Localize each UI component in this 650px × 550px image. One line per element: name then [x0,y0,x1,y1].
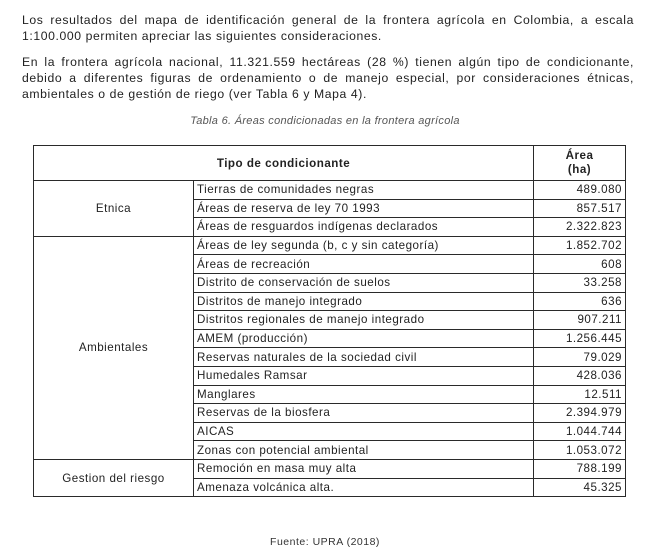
row-value: 2.394.979 [534,404,626,423]
table-row [34,459,626,478]
row-value: 636 [534,292,626,311]
row-label: Tierras de comunidades negras [194,181,534,200]
row-value: 79.029 [534,348,626,367]
table-row [34,236,626,255]
row-value: 857.517 [534,199,626,218]
row-value: 907.211 [534,311,626,330]
intro-paragraph: Los resultados del mapa de identificación general de la frontera agrícola en Colombia, a escala 1:100.000 permiten apreciar las siguientes consideraciones. [22,13,634,43]
row-label: AICAS [194,422,534,441]
row-value: 1.053.072 [534,441,626,460]
row-label: Áreas de ley segunda (b, c y sin categoría) [194,236,534,255]
group-label: Ambientales [34,236,194,459]
row-value: 428.036 [534,366,626,385]
group-label: Gestion del riesgo [34,459,194,496]
header-area-unit: (ha) [567,163,592,176]
table-body [34,181,626,497]
row-value: 1.256.445 [534,329,626,348]
row-label: Áreas de reserva de ley 70 1993 [194,199,534,218]
summary-paragraph: En la frontera agrícola nacional, 11.321.559 hectáreas (28 %) tienen algún tipo de condicionante, debido a diferentes figuras de ordenamiento o de manejo especial, por consideraciones étnicas, ambientales o de gestión de riego (ver Tabla 6 y Mapa 4). [22,55,634,101]
row-label: Reservas de la biosfera [194,404,534,423]
row-value: 489.080 [534,181,626,200]
row-label: Humedales Ramsar [194,366,534,385]
row-value: 608 [534,255,626,274]
row-label: Remoción en masa muy alta [194,459,534,478]
row-label: Áreas de resguardos indígenas declarados [194,218,534,237]
row-label: Distritos de manejo integrado [194,292,534,311]
row-value: 1.044.744 [534,422,626,441]
row-value: 12.511 [534,385,626,404]
row-label: Áreas de recreación [194,255,534,274]
row-label: Distritos regionales de manejo integrado [194,311,534,330]
table-caption: Tabla 6. Áreas condicionadas en la frontera agrícola [190,115,460,127]
table-header-row [34,146,626,181]
row-label: Amenaza volcánica alta. [194,478,534,497]
source-note: Fuente: UPRA (2018) [270,536,380,548]
row-value: 788.199 [534,459,626,478]
table-row [34,181,626,200]
row-label: AMEM (producción) [194,329,534,348]
row-value: 1.852.702 [534,236,626,255]
row-label: Manglares [194,385,534,404]
row-label: Distrito de conservación de suelos [194,273,534,292]
row-label: Zonas con potencial ambiental [194,441,534,460]
row-label: Reservas naturales de la sociedad civil [194,348,534,367]
header-area [534,146,626,181]
conditioned-areas-table [33,145,626,497]
header-area-label: Área [565,149,594,162]
row-value: 2.322.823 [534,218,626,237]
row-value: 33.258 [534,273,626,292]
header-tipo: Tipo de condicionante [34,146,534,181]
group-label: Etnica [34,181,194,237]
row-value: 45.325 [534,478,626,497]
